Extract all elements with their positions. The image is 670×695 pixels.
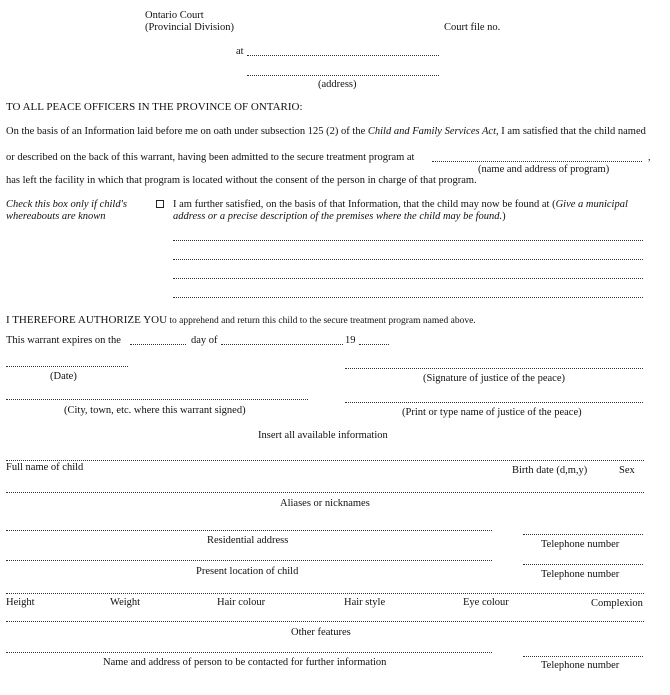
checkbox-instruction-line2: whereabouts are known bbox=[6, 211, 106, 222]
expiry-day-field[interactable] bbox=[130, 344, 186, 345]
hair-style-label: Hair style bbox=[344, 597, 386, 608]
weight-label: Weight bbox=[110, 597, 141, 608]
whereabouts-field-4[interactable] bbox=[173, 297, 643, 298]
telephone-field-2[interactable] bbox=[523, 564, 643, 565]
date-caption: (Date) bbox=[50, 371, 77, 382]
full-name-field[interactable] bbox=[6, 460, 644, 461]
signature-caption: (Signature of justice of the peace) bbox=[423, 373, 565, 384]
eye-colour-label: Eye colour bbox=[463, 597, 509, 608]
child-info-instruction: Insert all available information bbox=[258, 430, 388, 441]
telephone-field-3[interactable] bbox=[523, 656, 643, 657]
telephone-field-1[interactable] bbox=[523, 534, 643, 535]
present-location-field[interactable] bbox=[6, 560, 492, 561]
aliases-field[interactable] bbox=[6, 492, 644, 493]
whereabouts-field-3[interactable] bbox=[173, 278, 643, 279]
court-name: Ontario Court bbox=[145, 10, 204, 21]
checkbox-instruction-line1: Check this box only if child's bbox=[6, 199, 127, 210]
full-name-label: Full name of child bbox=[6, 462, 84, 473]
expires-label: This warrant expires on the bbox=[6, 335, 121, 346]
print-name-caption: (Print or type name of justice of the peace) bbox=[402, 407, 582, 418]
information-paragraph-line2: or described on the back of this warrant, having been admitted to the secure treatment program at bbox=[6, 152, 415, 163]
physical-description-field[interactable] bbox=[6, 593, 644, 594]
birth-date-label: Birth date (d,m,y) bbox=[512, 465, 588, 476]
location-field[interactable] bbox=[247, 55, 439, 56]
whereabouts-text-line1: I am further satisfied, on the basis of that Information, that the child may now be found at (Give a municipal bbox=[173, 199, 628, 210]
court-division: (Provincial Division) bbox=[145, 22, 234, 33]
telephone-label-1: Telephone number bbox=[541, 539, 620, 550]
whereabouts-field-2[interactable] bbox=[173, 259, 643, 260]
authorization-statement: I THEREFORE AUTHORIZE YOU to apprehend and return this child to the secure treatment program named above. bbox=[6, 314, 476, 326]
residential-address-field[interactable] bbox=[6, 530, 492, 531]
hair-colour-label: Hair colour bbox=[217, 597, 266, 608]
city-field[interactable] bbox=[6, 399, 308, 400]
height-label: Height bbox=[6, 597, 35, 608]
whereabouts-field-1[interactable] bbox=[173, 240, 643, 241]
present-location-label: Present location of child bbox=[196, 566, 299, 577]
contact-person-label: Name and address of person to be contacted for further information bbox=[103, 657, 387, 668]
city-caption: (City, town, etc. where this warrant signed) bbox=[64, 405, 246, 416]
other-features-field[interactable] bbox=[6, 621, 644, 622]
comma: , bbox=[648, 152, 651, 163]
peace-officers-heading: TO ALL PEACE OFFICERS IN THE PROVINCE OF ONTARIO: bbox=[6, 101, 303, 113]
aliases-label: Aliases or nicknames bbox=[280, 498, 370, 509]
expiry-month-field[interactable] bbox=[221, 344, 343, 345]
address-field[interactable] bbox=[247, 75, 439, 76]
whereabouts-text-line2: address or a precise description of the premises where the child may be found.) bbox=[173, 211, 506, 222]
sex-label: Sex bbox=[619, 465, 635, 476]
information-paragraph-line3: has left the facility in which that program is located without the consent of the person in charge of that program. bbox=[6, 175, 477, 186]
residential-address-label: Residential address bbox=[207, 535, 289, 546]
program-caption: (name and address of program) bbox=[478, 164, 610, 175]
expiry-year-field[interactable] bbox=[359, 344, 389, 345]
at-label: at bbox=[236, 46, 244, 57]
signature-field[interactable] bbox=[345, 368, 643, 369]
program-name-field[interactable] bbox=[432, 161, 642, 162]
information-paragraph-line1: On the basis of an Information laid before me on oath under subsection 125 (2) of the Child and Family Services Act, I am satisfied that the child named bbox=[6, 126, 646, 137]
court-file-label: Court file no. bbox=[444, 22, 501, 33]
complexion-label: Complexion bbox=[591, 598, 643, 609]
date-field[interactable] bbox=[6, 366, 128, 367]
year-prefix: 19 bbox=[345, 335, 356, 346]
address-caption: (address) bbox=[318, 79, 357, 90]
telephone-label-3: Telephone number bbox=[541, 660, 620, 671]
day-of-label: day of bbox=[191, 335, 218, 346]
contact-person-field[interactable] bbox=[6, 652, 492, 653]
print-name-field[interactable] bbox=[345, 402, 643, 403]
other-features-label: Other features bbox=[291, 627, 351, 638]
telephone-label-2: Telephone number bbox=[541, 569, 620, 580]
whereabouts-checkbox[interactable] bbox=[156, 200, 164, 208]
